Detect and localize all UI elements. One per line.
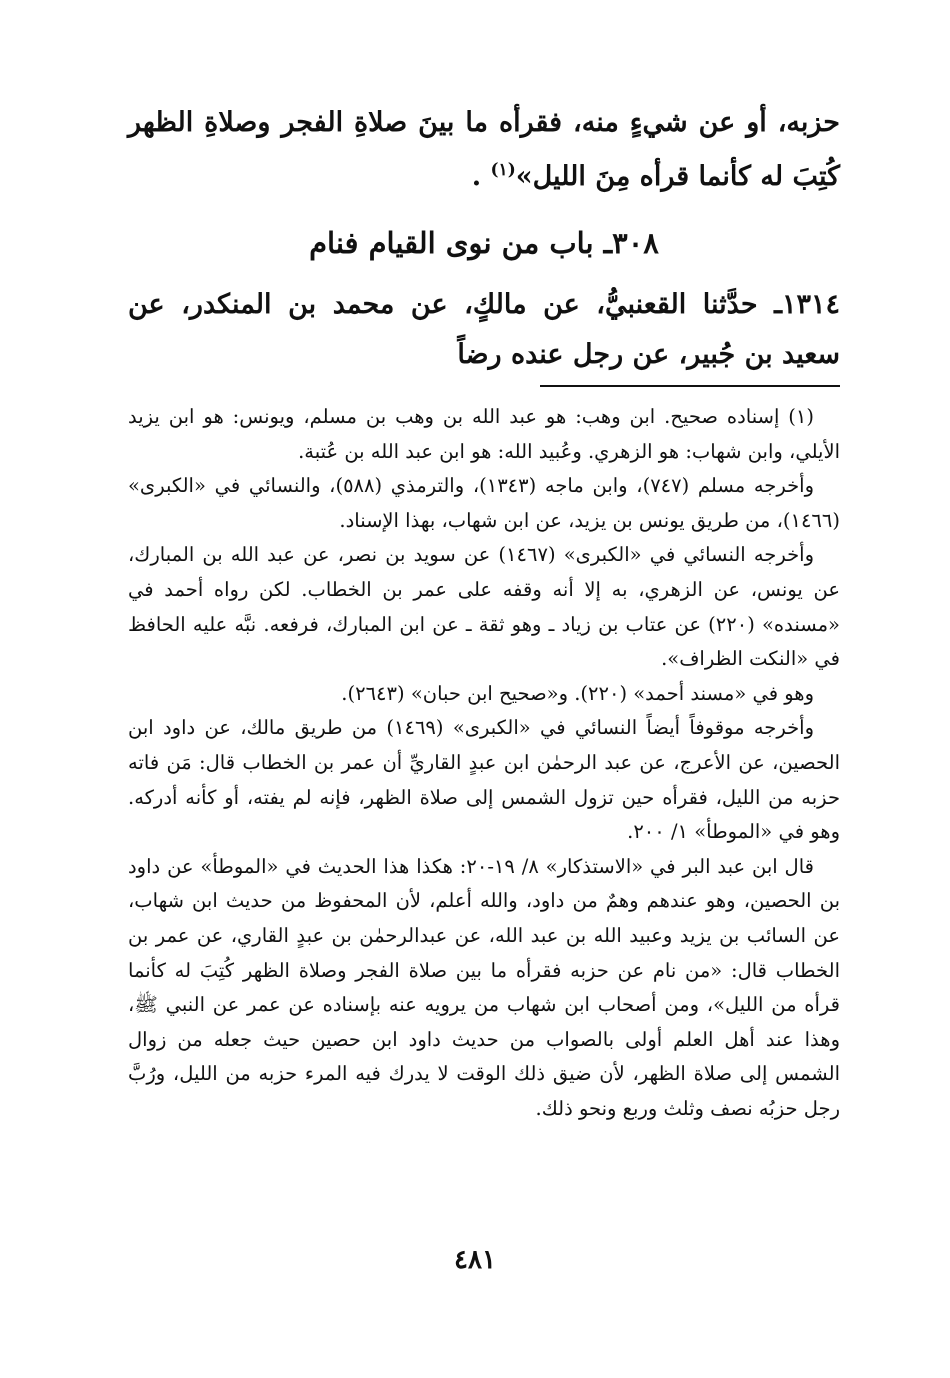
footnotes — [128, 400, 840, 1126]
footnote-paragraph: وأخرجه مسلم (٧٤٧)، وابن ماجه (١٣٤٣)، والترمذي (٥٨٨)، والنسائي في «الكبرى» (١٤٦٦)، من طريق يونس بن يزيد، عن ابن شهاب، بهذا الإسناد. — [128, 474, 840, 532]
footnote-paragraph: قال ابن عبد البر في «الاستذكار» ٨/ ١٩-٢٠: هكذا هذا الحديث في «الموطأ» عن داود بن الحصين، وهو عندهم وهمٌ من داود، والله أعلم، لأن المحفوظ من حديث ابن شهاب، عن السائب بن يزيد وعبيد الله بن عبد الله، عن عبدالرحمٰن بن عبدٍ القاري، عن عمر بن الخطاب قال: «من نام عن حزبه فقرأه ما بين صلاة الفجر وصلاة الظهر كُتِبَ له كأنما قرأه من الليل»، ومن أصحاب ابن شهاب من يرويه عنه بإسناده عن عمر عن النبي ﷺ، وهذا عند أهل العلم أولى بالصواب من حديث داود ابن حصين حيث جعله من زوال الشمس إلى صلاة الظهر، لأن ضيق ذلك الوقت لا يدرك فيه المرء حزبه من الليل، ورُبَّ رجل حزبُه نصف وثلث وربع ونحو ذلك. — [128, 854, 841, 1120]
main-paragraph-end: . — [471, 161, 482, 192]
chapter-heading: ٣٠٨ـ باب من نوى القيام فنام — [309, 226, 659, 260]
footnote-paragraph: وأخرجه النسائي في «الكبرى» (١٤٦٧) عن سويد بن نصر، عن عبد الله بن المبارك، عن يونس، عن الزهري، به إلا أنه وقفه على عمر بن الخطاب. لكن رواه أحمد في «مسنده» (٢٢٠) عن عتاب بن زياد ـ وهو ثقة ـ عن ابن المبارك، فرفعه. نبَّه عليه الحافظ في «النكت الظراف». — [128, 543, 840, 671]
footnote-marker[interactable]: (١) — [490, 160, 516, 180]
footnote-paragraph: (١) إسناده صحيح. ابن وهب: هو عبد الله بن وهب بن مسلم، ويونس: هو ابن يزيد الأيلي، وابن شهاب: هو الزهري. وعُبيد الله: هو ابن عبد الله بن عُتبة. — [128, 405, 840, 463]
footnote-paragraph: وأخرجه موقوفاً أيضاً النسائي في «الكبرى» (١٤٦٩) من طريق مالك، عن داود ابن الحصين، عن الأعرج، عن عبد الرحمٰن ابن عبدٍ القاريِّ أن عمر بن الخطاب قال: مَن فاته حزبه من الليل، فقرأه حين تزول الشمس إلى صلاة الظهر، فإنه لم يفته، أو كأنه أدركه. وهو في «الموطأ» ١/ ٢٠٠. — [128, 716, 840, 844]
main-text — [128, 96, 840, 204]
hadith-text: ١٣١٤ـ حدَّثنا القعنبيُّ، عن مالكٍ، عن محمد بن المنكدر، عن سعيد بن جُبير، عن رجل عنده رضاً — [128, 289, 840, 370]
footnote-separator — [540, 385, 840, 387]
footnote-paragraph: وهو في «مسند أحمد» (٢٢٠). و«صحيح ابن حبان» (٢٦٤٣). — [341, 681, 814, 705]
page-number: ٤٨١ — [454, 1245, 496, 1275]
main-paragraph: حزبه، أو عن شيءٍ منه، فقرأه ما بينَ صلاةِ الفجر وصلاةِ الظهر كُتِبَ له كأنما قرأه مِنَ الليل» — [128, 107, 840, 192]
